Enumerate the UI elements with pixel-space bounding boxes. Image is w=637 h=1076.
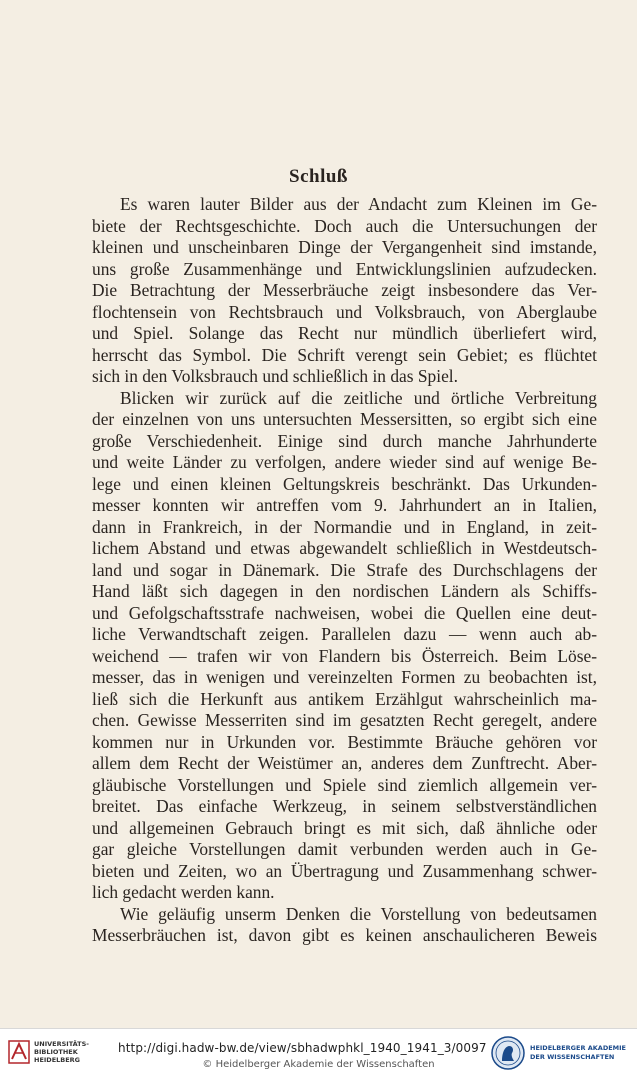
text-line: flochtensein von Rechtsbrauch und Volksbrauch, von Aberglaube bbox=[92, 301, 597, 322]
text-line: Es waren lauter Bilder aus der Andacht zum Kleinen im Ge- bbox=[120, 194, 597, 214]
academy-seal-icon bbox=[490, 1035, 526, 1071]
text-line: biete der Rechtsgeschichte. Doch auch die Untersuchungen der bbox=[92, 215, 597, 236]
text-line: und Gefolgschaftsstrafe nachweisen, wobei die Quellen eine deut- bbox=[92, 602, 597, 623]
text-line: allem dem Recht der Weistümer an, anderes dem Zunftrecht. Aber- bbox=[92, 753, 597, 773]
text-line: liche Verwandtschaft zeigen. Parallelen dazu — wenn auch ab- bbox=[92, 624, 597, 644]
text-line: herrscht das Symbol. Die Schrift verengt sein Gebiet; es flüchtet bbox=[92, 344, 597, 365]
academy-logo[interactable] bbox=[490, 1035, 635, 1071]
text-line: Blicken wir zurück auf die zeitliche und örtliche Verbreitung bbox=[120, 387, 597, 408]
text-line: und allgemeinen Gebrauch bringt es mit sich, daß ähnliche oder bbox=[92, 817, 597, 838]
text-line: und Spiel. Solange das Recht nur mündlich überliefert wird, bbox=[92, 323, 597, 343]
text-line: und weite Länder zu verfolgen, andere wieder sind auf wenige Be- bbox=[92, 452, 597, 472]
text-line: weichend — trafen wir von Flandern bis Österreich. Beim Löse- bbox=[92, 645, 597, 666]
text-line: Die Betrachtung der Messerbräuche zeigt insbesondere das Ver- bbox=[92, 280, 597, 300]
text-line: bieten und Zeiten, wo an Übertragung und Zusammenhang schwer- bbox=[92, 860, 597, 881]
text-line: chen. Gewisse Messerriten sind im gesatzten Recht geregelt, andere bbox=[92, 710, 597, 730]
copyright-notice: © Heidelberger Akademie der Wissenschaften bbox=[202, 1059, 435, 1070]
text-line: kleinen und unscheinbaren Dinge der Vergangenheit sind imstande, bbox=[92, 237, 597, 257]
text-line: der einzelnen von uns untersuchten Messersitten, so ergibt sich eine bbox=[92, 409, 597, 429]
text-line: gläubische Vorstellungen und Spiele sind ziemlich allgemein ver- bbox=[92, 774, 597, 795]
text-line: kommen nur in Urkunden vor. Bestimmte Bräuche gehören vor bbox=[92, 731, 597, 752]
text-line: lege und einen kleinen Geltungskreis beschränkt. Das Urkunden- bbox=[92, 473, 597, 494]
permalink-url[interactable]: http://digi.hadw-bw.de/view/sbhadwphkl_1940_1941_3/0097 bbox=[118, 1041, 487, 1055]
text-line: sich in den Volksbrauch und schließlich in das Spiel. bbox=[92, 366, 458, 386]
text-line: Wie geläufig unserm Denken die Vorstellung von bedeutsamen bbox=[120, 903, 597, 924]
text-line: dann in Frankreich, in der Normandie und in England, in zeit- bbox=[92, 516, 597, 537]
viewer-footer bbox=[0, 1028, 637, 1076]
text-line: lichem Abstand und etwas abgewandelt schließlich in Westdeutsch- bbox=[92, 538, 597, 558]
text-line: land und sogar in Dänemark. Die Strafe des Durchschlagens der bbox=[92, 559, 597, 580]
text-line: große Verschiedenheit. Einige sind durch manche Jahrhunderte bbox=[92, 430, 597, 451]
text-line: Messerbräuchen ist, davon gibt es keinen anschaulicheren Beweis bbox=[92, 925, 597, 945]
library-logo-text: UNIVERSITÄTS- BIBLIOTHEK HEIDELBERG bbox=[34, 1040, 89, 1064]
body-text bbox=[92, 194, 597, 947]
chapter-heading: Schluß bbox=[289, 166, 348, 187]
text-line: lich gedacht werden kann. bbox=[92, 882, 275, 902]
text-line: Hand läßt sich dagegen in den nordischen Ländern als Schiffs- bbox=[92, 581, 597, 601]
text-line: gar gleiche Vorstellungen damit verbunden werden auch in Ge- bbox=[92, 839, 597, 859]
text-line: uns große Zusammenhänge und Entwicklungslinien aufzudecken. bbox=[92, 258, 597, 279]
text-line: messer konnten wir antreffen vom 9. Jahrhundert an in Italien, bbox=[92, 495, 597, 515]
text-line: breitet. Das einfache Werkzeug, in seinem selbstverständlichen bbox=[92, 796, 597, 816]
text-line: messer, das in wenigen und vereinzelten Formen zu beobachten ist, bbox=[92, 667, 597, 687]
academy-logo-text: HEIDELBERGER AKADEMIE DER WISSENSCHAFTEN bbox=[530, 1044, 626, 1061]
text-line: ließ sich die Herkunft aus antikem Erzählgut wahrscheinlich ma- bbox=[92, 688, 597, 709]
